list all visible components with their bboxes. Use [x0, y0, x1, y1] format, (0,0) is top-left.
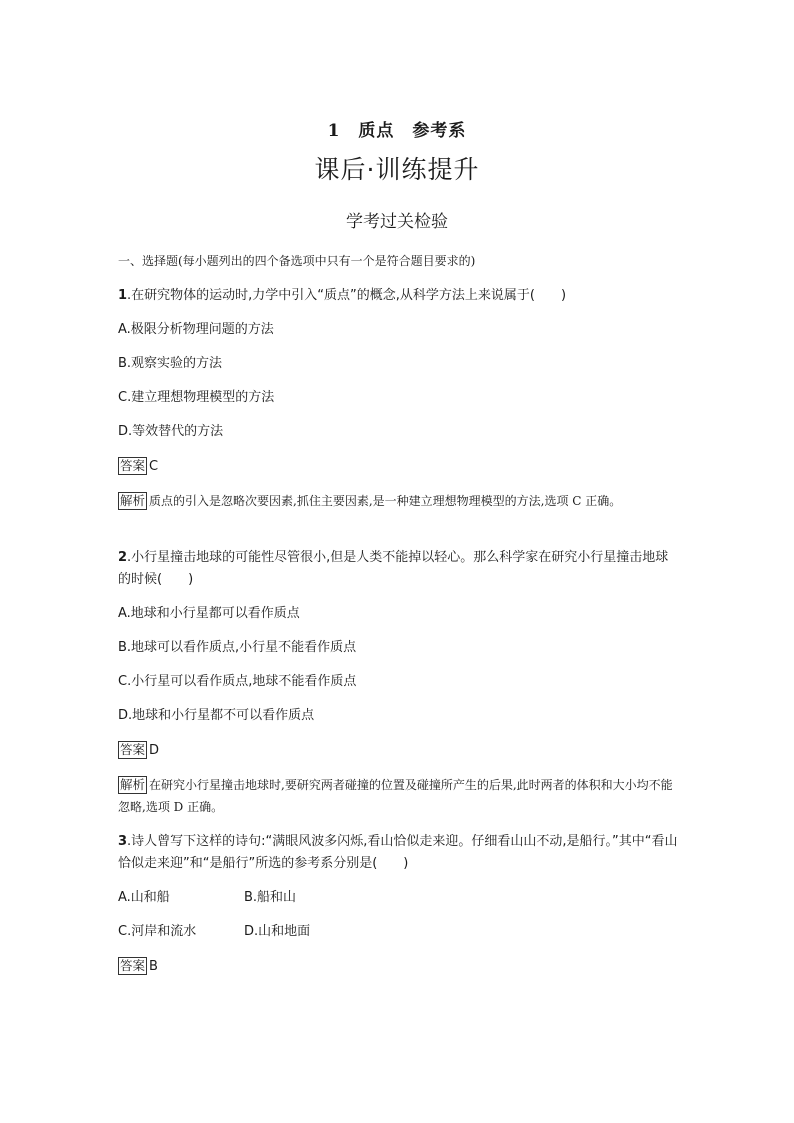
- question-1-option-c: C.建立理想物理模型的方法: [118, 390, 275, 405]
- question-3-option-d: D.山和地面: [244, 924, 311, 939]
- analysis-text: 在研究小行星撞击地球时,要研究两者碰撞的位置及碰撞所产生的后果,此时两者的体积和大小均不能忽略,选项 D 正确。: [118, 778, 673, 814]
- question-number: 1: [118, 288, 128, 303]
- question-text: .小行星撞击地球的可能性尽管很小,但是人类不能掉以轻心。那么科学家在研究小行星撞击地球的时候( ): [118, 550, 669, 587]
- question-1-stem: [118, 287, 566, 305]
- chapter-name: 质点 参考系: [358, 121, 467, 141]
- question-3-stem: [118, 831, 678, 875]
- question-1-option-a: A.极限分析物理问题的方法: [118, 322, 274, 337]
- chapter-number: 1: [327, 121, 341, 141]
- question-1-option-b: B.观察实验的方法: [118, 356, 223, 371]
- section-heading: 一、选择题(每小题列出的四个备选项中只有一个是符合题目要求的): [118, 254, 476, 268]
- question-3-option-a: A.山和船: [118, 890, 170, 905]
- question-text: .诗人曾写下这样的诗句:“满眼风波多闪烁,看山恰似走来迎。仔细看山山不动,是船行。”其中“看山恰似走来迎”和“是船行”所选的参考系分别是( ): [118, 834, 678, 871]
- question-1-option-d: D.等效替代的方法: [118, 424, 224, 439]
- question-3-answer: [118, 957, 158, 976]
- answer-value: C: [149, 459, 159, 474]
- answer-tag: 答案: [120, 458, 146, 473]
- question-number: 2: [118, 550, 128, 565]
- page-subtitle: 课后·训练提升: [314, 155, 480, 184]
- question-3-option-c: C.河岸和流水: [118, 924, 197, 939]
- answer-value: B: [149, 959, 158, 974]
- section-title: 学考过关检验: [346, 212, 448, 232]
- chapter-title: [0, 116, 794, 141]
- question-2-option-c: C.小行星可以看作质点,地球不能看作质点: [118, 674, 357, 689]
- question-2-option-a: A.地球和小行星都可以看作质点: [118, 606, 300, 621]
- question-number: 3: [118, 834, 128, 849]
- question-2-stem: [118, 547, 678, 591]
- question-2-analysis: [118, 774, 678, 818]
- question-2-option-b: B.地球可以看作质点,小行星不能看作质点: [118, 640, 357, 655]
- answer-tag: 答案: [120, 958, 146, 973]
- analysis-tag: 解析: [120, 777, 146, 792]
- question-text: .在研究物体的运动时,力学中引入“质点”的概念,从科学方法上来说属于( ): [127, 288, 567, 303]
- analysis-text: 质点的引入是忽略次要因素,抓住主要因素,是一种建立理想物理模型的方法,选项 C 正确。: [149, 494, 622, 508]
- answer-value: D: [149, 743, 160, 758]
- question-2-answer: [118, 741, 159, 760]
- question-1-analysis: [118, 490, 678, 512]
- question-1-answer: [118, 457, 158, 476]
- answer-tag: 答案: [120, 742, 146, 757]
- question-3-option-b: B.船和山: [244, 890, 297, 905]
- question-2-option-d: D.地球和小行星都不可以看作质点: [118, 708, 315, 723]
- analysis-tag: 解析: [120, 493, 146, 508]
